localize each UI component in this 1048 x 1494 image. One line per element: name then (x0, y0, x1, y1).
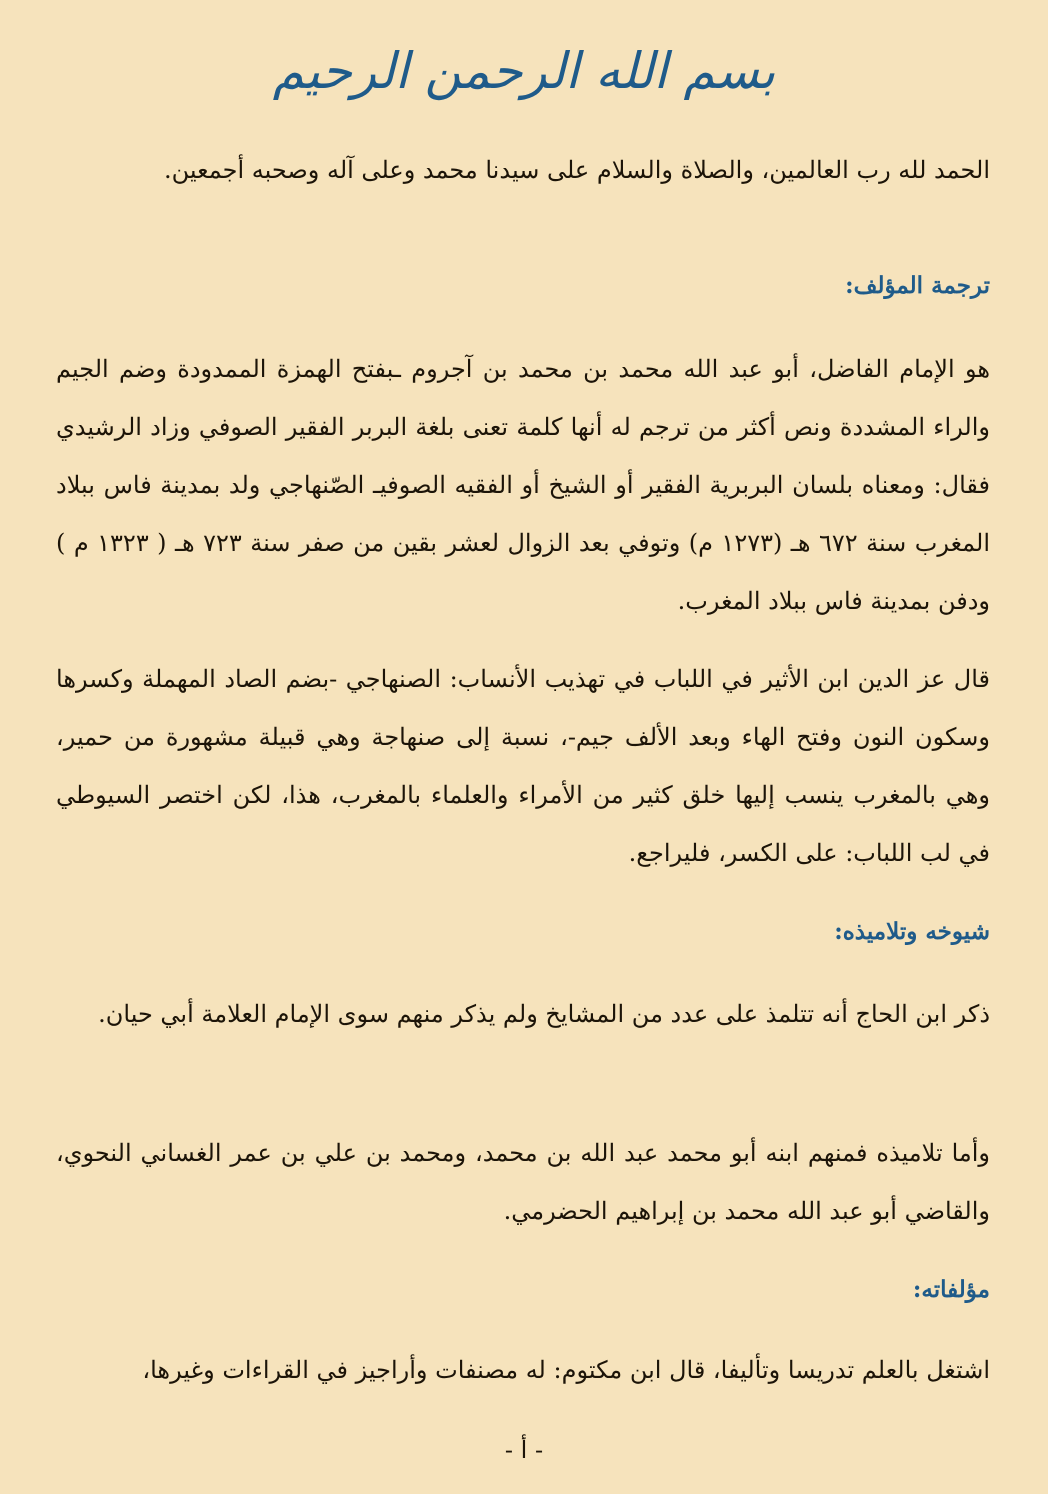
biography-paragraph-1: هو الإمام الفاضل، أبو عبد الله محمد بن محمد بن آجروم ـبفتح الهمزة الممدودة وضم الجيم والراء المشددة ونص أكثر من ترجم له أنها كلمة تعنى بلغة البربر الفقير الصوفي وزاد الرشيدي فقال: ومعناه بلسان البربرية الفقير أو الشيخ أو الفقيه الصوفيـ الصّنهاجي ولد بمدينة فاس ببلاد المغرب سنة ٦٧٢ هـ (١٢٧٣ م) وتوفي بعد الزوال لعشر بقين من صفر سنة ٧٢٣ هـ ( ١٣٢٣ م ) ودفن بمدينة فاس ببلاد المغرب. (56, 355, 991, 615)
page-number: - أ - (504, 1436, 544, 1464)
teachers-paragraph-2: وأما تلاميذه فمنهم ابنه أبو محمد عبد الله بن محمد، ومحمد بن علي بن عمر الغساني النحوي، والقاضي أبو عبد الله محمد بن إبراهيم الحضرمي. (56, 1139, 990, 1225)
basmala-calligraphy: بسم الله الرحمن الرحيم (272, 42, 776, 100)
heading-teachers: شيوخه وتلاميذه: (834, 918, 990, 945)
heading-works: مؤلفاته: (912, 1276, 990, 1303)
works-paragraph-1: اشتغل بالعلم تدريسا وتأليفا، قال ابن مكتوم: له مصنفات وأراجيز في القراءات وغيرها، (142, 1356, 990, 1384)
biography-paragraph-2: قال عز الدين ابن الأثير في اللباب في تهذيب الأنساب: الصنهاجي -بضم الصاد المهملة وكسرها وسكون النون وفتح الهاء وبعد الألف جيم-، نسبة إلى صنهاجة وهي قبيلة مشهورة من حمير، وهي بالمغرب ينسب إليها خلق كثير من الأمراء والعلماء بالمغرب، هذا، لكن اختصر السيوطي في لب اللباب: على الكسر، فليراجع. (56, 665, 991, 867)
heading-biography: ترجمة المؤلف: (845, 272, 990, 299)
teachers-paragraph-1: ذكر ابن الحاج أنه تتلمذ على عدد من المشايخ ولم يذكر منهم سوى الإمام العلامة أبي حيان. (98, 1000, 990, 1028)
intro-paragraph: الحمد لله رب العالمين، والصلاة والسلام على سيدنا محمد وعلى آله وصحبه أجمعين. (164, 156, 990, 184)
